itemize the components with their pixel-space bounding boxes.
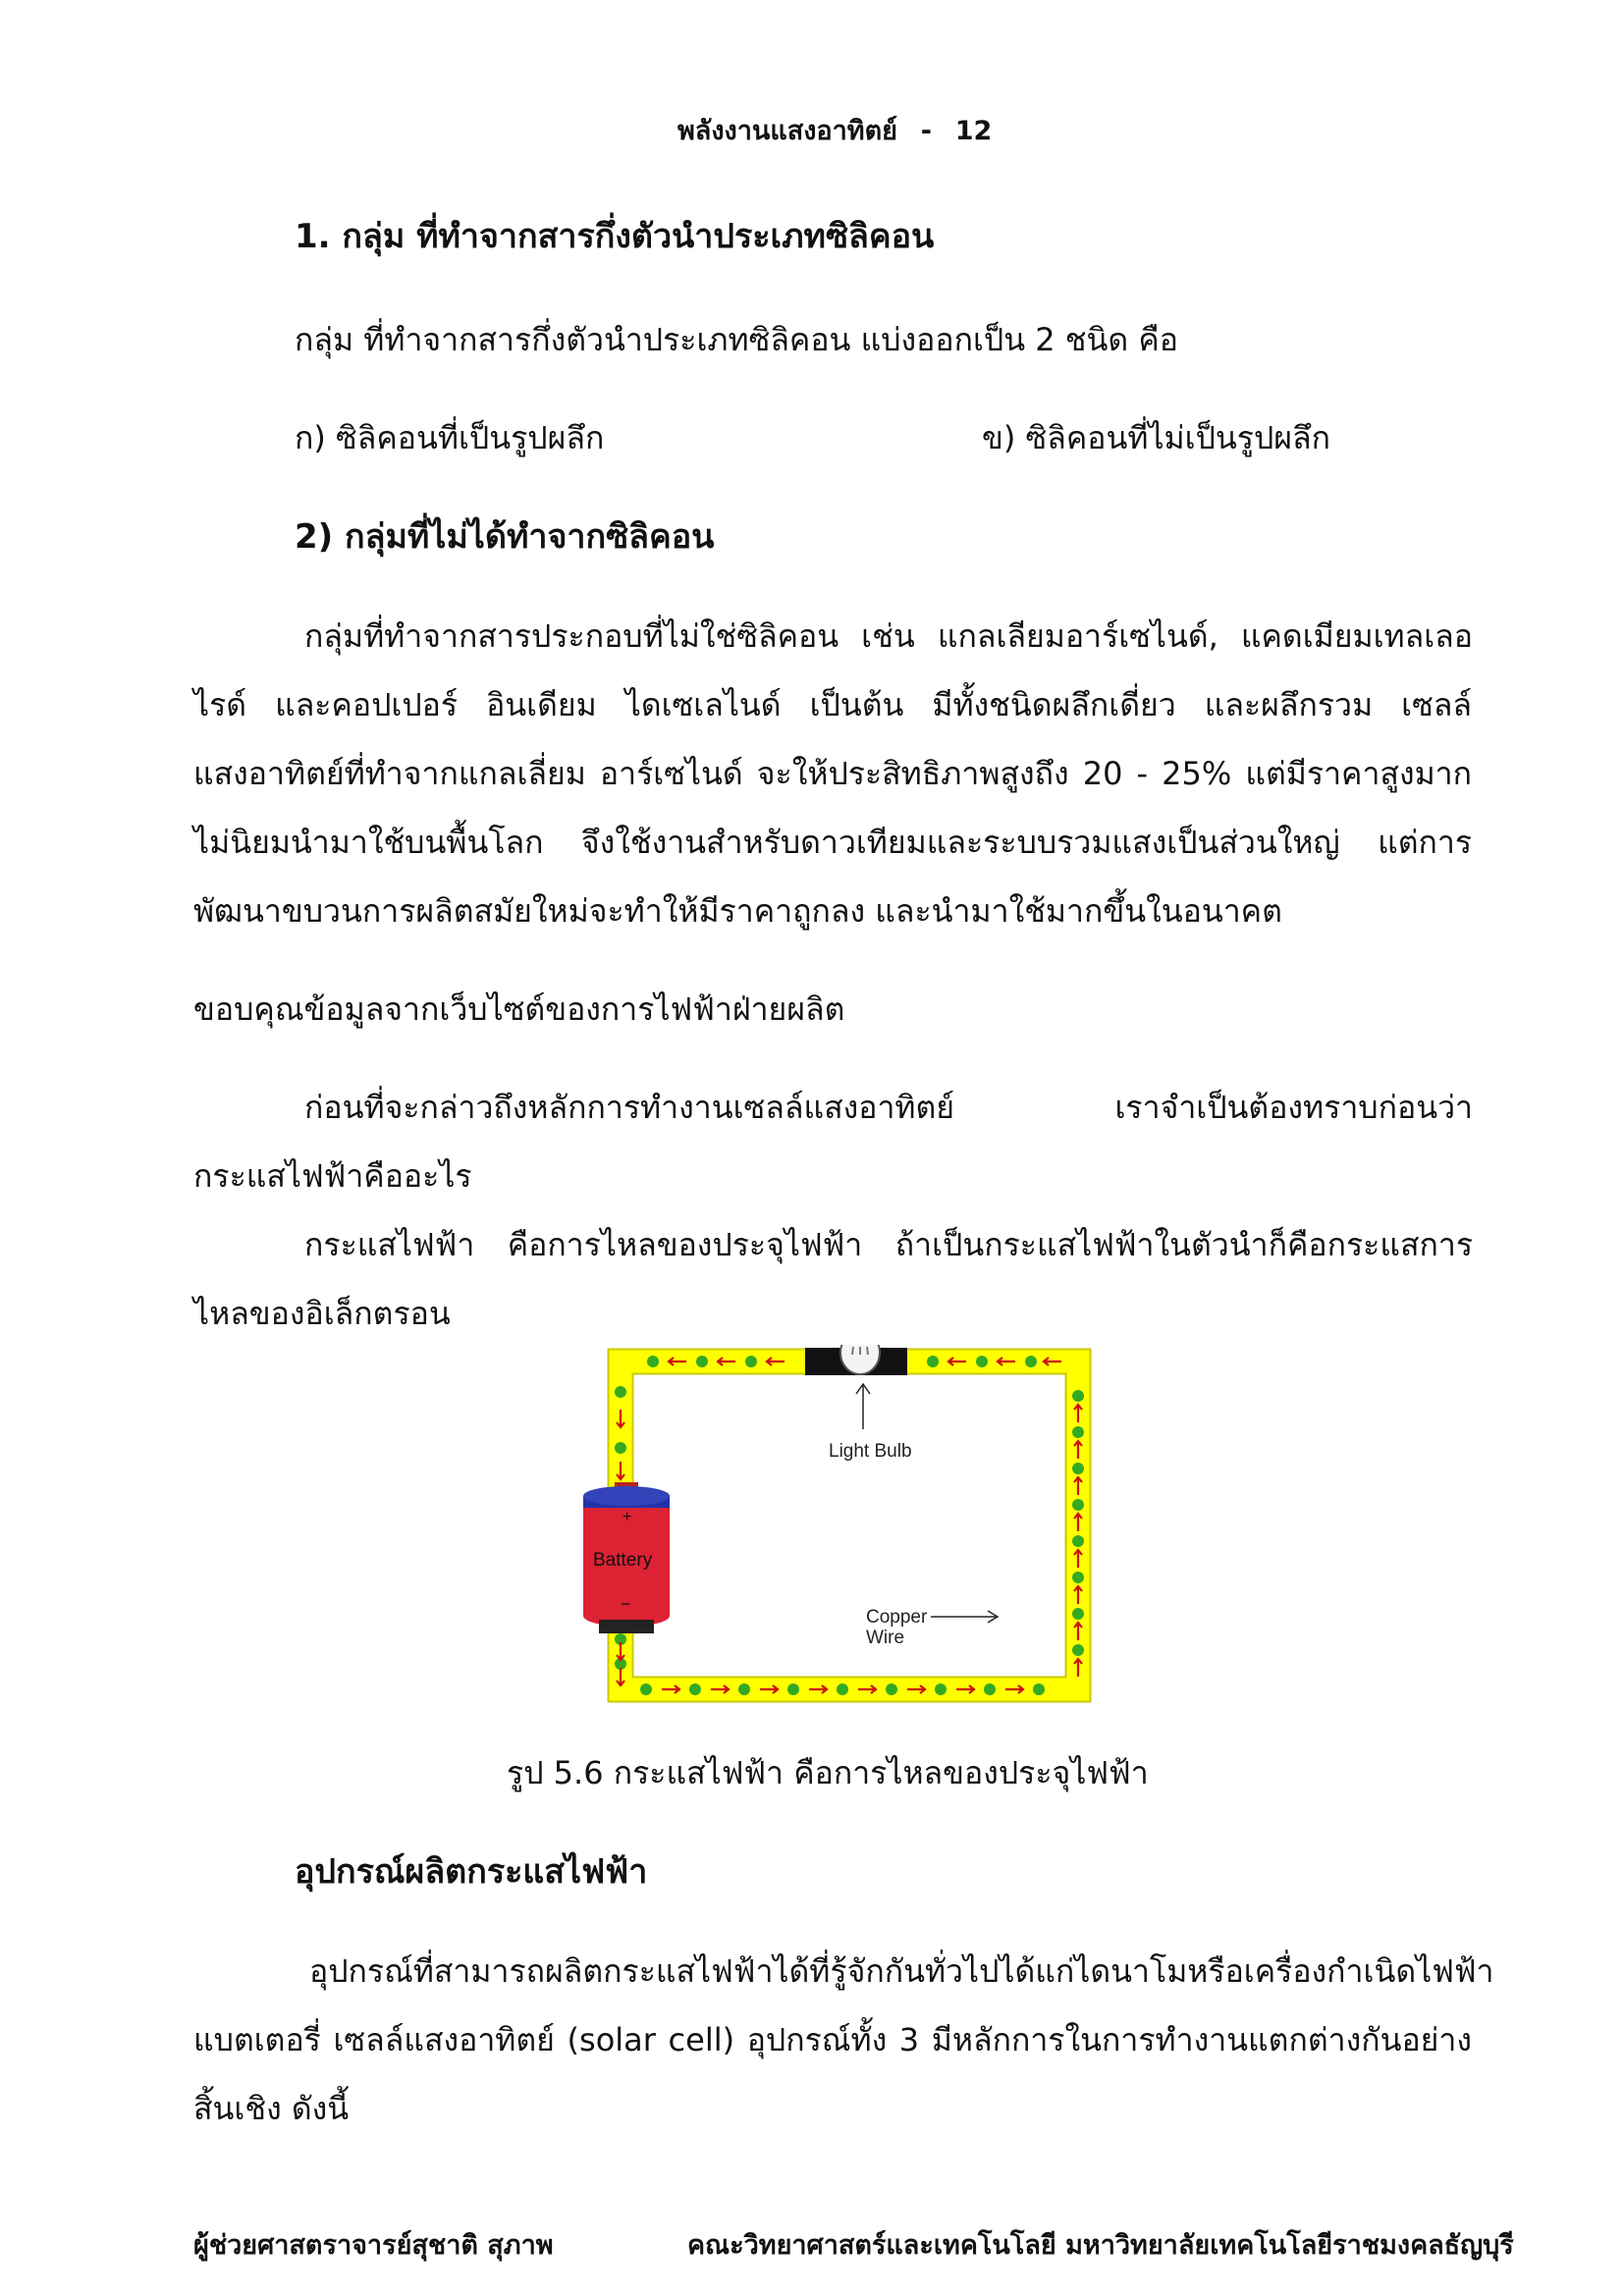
electron-markers — [615, 1356, 1084, 1695]
section1-heading: 1. กลุ่ม ที่ทำจากสารกึ่งตัวนำประเภทซิลิคอน — [295, 217, 935, 256]
electron-dot — [1072, 1463, 1084, 1474]
electron-dot — [689, 1683, 701, 1695]
circuit-diagram — [569, 1345, 1100, 1723]
battery-label: Battery — [593, 1550, 653, 1571]
electron-dot — [984, 1683, 996, 1695]
electron-dot — [1025, 1356, 1037, 1367]
electron-dot — [1072, 1572, 1084, 1583]
light-bulb-label: Light Bulb — [829, 1441, 912, 1462]
electron-dot — [745, 1356, 757, 1367]
source-credit: ขอบคุณข้อมูลจากเว็บไซต์ของการไฟฟ้าฝ่ายผลิต — [193, 990, 845, 1028]
section1-intro: กลุ่ม ที่ทำจากสารกึ่งตัวนำประเภทซิลิคอน แบ่งออกเป็น 2 ชนิด คือ — [295, 321, 1178, 358]
section2-line-3: แสงอาทิตย์ที่ทำจากแกลเลี่ยม อาร์เซไนด์ จะให้ประสิทธิภาพสูงถึง 20 - 25% แต่มีราคาสูงมาก — [193, 755, 1472, 792]
copper-wire-loop — [621, 1362, 1078, 1689]
electron-dot — [696, 1356, 708, 1367]
electron-dot — [615, 1442, 626, 1454]
current-line-2: กระแสไฟฟ้าคืออะไร — [193, 1157, 472, 1195]
battery-minus-sign: − — [621, 1594, 631, 1614]
section3-line-3: สิ้นเชิง ดังนี้ — [193, 2090, 350, 2127]
section2-line-2: ไรด์ และคอปเปอร์ อินเดียม ไดเซเลไนด์ เป็นต้น มีทั้งชนิดผลึกเดี่ยว และผลึกรวม เซลล์ — [193, 686, 1472, 723]
section3-heading: อุปกรณ์ผลิตกระแสไฟฟ้า — [295, 1852, 648, 1892]
header-title: พลังงานแสงอาทิตย์ — [677, 116, 897, 146]
footer-affiliation: คณะวิทยาศาสตร์และเทคโนโลยี มหาวิทยาลัยเทคโนโลยีราชมงคลธัญบุรี — [687, 2230, 1514, 2261]
section2-line-1: กลุ่มที่ทำจากสารประกอบที่ไม่ใช่ซิลิคอน เช่น แกลเลียมอาร์เซไนด์, แคดเมียมเทลเลอ — [304, 617, 1473, 655]
current-line-1: ก่อนที่จะกล่าวถึงหลักการทำงานเซลล์แสงอาทิตย์ เราจำเป็นต้องทราบก่อนว่า — [304, 1089, 1473, 1126]
electron-dot — [837, 1683, 848, 1695]
silicon-type-a: ก) ซิลิคอนที่เป็นรูปผลึก — [295, 419, 605, 456]
section3-line-1: อุปกรณ์ที่สามารถผลิตกระแสไฟฟ้าได้ที่รู้จักกันทั่วไปได้แก่ไดนาโมหรือเครื่องกำเนิดไฟฟ้า — [309, 1952, 1494, 1990]
section2-line-5: พัฒนาขบวนการผลิตสมัยใหม่จะทำให้มีราคาถูกลง และนำมาใช้มากขึ้นในอนาคต — [193, 892, 1282, 930]
light-bulb-icon — [805, 1345, 907, 1375]
section3-line-2: แบตเตอรี่ เซลล์แสงอาทิตย์ (solar cell) อุปกรณ์ทั้ง 3 มีหลักการในการทำงานแตกต่างกันอย่าง — [193, 2021, 1472, 2058]
section2-heading: 2) กลุ่มที่ไม่ได้ทำจากซิลิคอน — [295, 517, 715, 557]
electron-dot — [976, 1356, 988, 1367]
page-number: 12 — [954, 116, 993, 146]
electron-dot — [1072, 1535, 1084, 1547]
footer-author: ผู้ช่วยศาสตราจารย์สุชาติ สุภาพ — [193, 2230, 554, 2261]
current-arrows — [617, 1358, 1082, 1693]
copper-wire-label-2: Wire — [866, 1628, 905, 1648]
section2-line-4: ไม่นิยมนำมาใช้บนพื้นโลก จึงใช้งานสำหรับดาวเทียมและระบบรวมแสงเป็นส่วนใหญ่ แต่การ — [193, 824, 1472, 861]
battery-plus-sign: + — [623, 1509, 632, 1525]
electron-dot — [647, 1356, 659, 1367]
current-line-4: ไหลของอิเล็กตรอน — [193, 1295, 451, 1332]
electron-dot — [1072, 1426, 1084, 1438]
figure-caption: รูป 5.6 กระแสไฟฟ้า คือการไหลของประจุไฟฟ้า — [507, 1754, 1149, 1791]
electron-dot — [738, 1683, 750, 1695]
copper-wire-label-1: Copper — [866, 1607, 928, 1628]
electron-dot — [1072, 1499, 1084, 1511]
electron-dot — [1072, 1608, 1084, 1620]
current-line-3: กระแสไฟฟ้า คือการไหลของประจุไฟฟ้า ถ้าเป็นกระแสไฟฟ้าในตัวนำก็คือกระแสการ — [304, 1226, 1473, 1263]
electron-dot — [927, 1356, 939, 1367]
electron-dot — [1072, 1390, 1084, 1402]
page-header — [677, 118, 992, 144]
electron-dot — [935, 1683, 947, 1695]
electron-dot — [886, 1683, 897, 1695]
header-separator: - — [920, 116, 932, 146]
electron-dot — [615, 1386, 626, 1398]
electron-dot — [1033, 1683, 1045, 1695]
silicon-type-b: ข) ซิลิคอนที่ไม่เป็นรูปผลึก — [982, 419, 1330, 456]
electron-dot — [1072, 1644, 1084, 1656]
electron-dot — [787, 1683, 799, 1695]
electron-dot — [640, 1683, 652, 1695]
